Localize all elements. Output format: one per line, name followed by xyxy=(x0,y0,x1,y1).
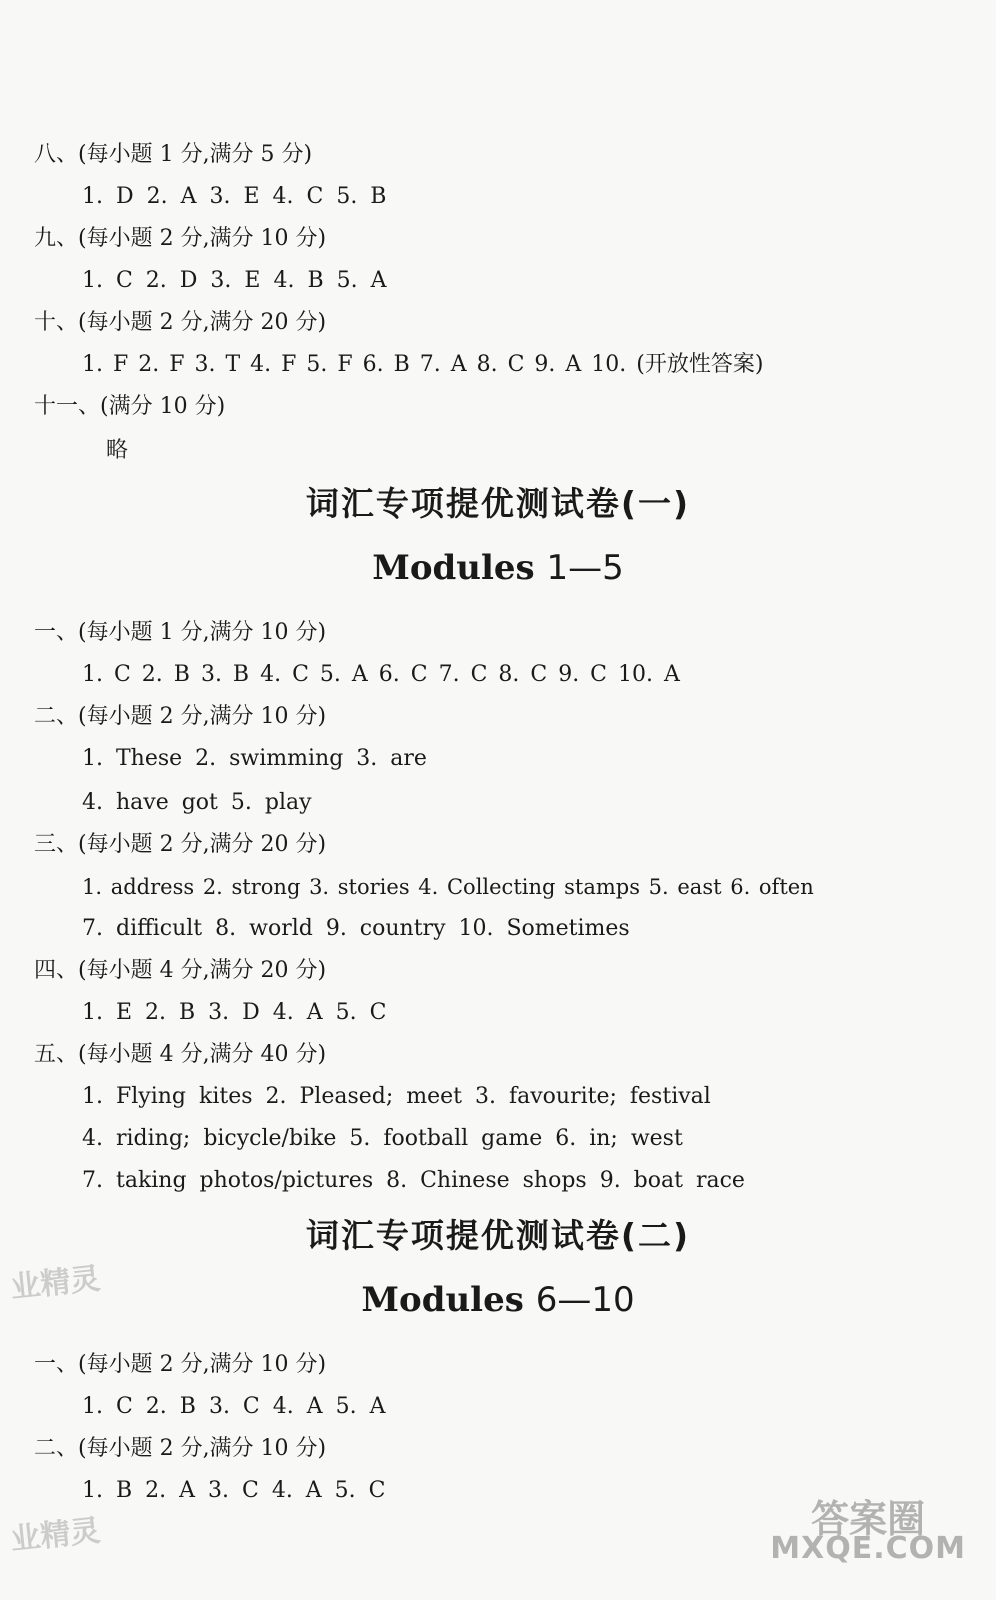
answer-line: 7. taking photos/pictures 8. Chinese shops 9. boat race xyxy=(82,1168,745,1193)
answer-line: 1. D 2. A 3. E 4. C 5. B xyxy=(82,184,387,209)
answer-line: 7. difficult 8. world 9. country 10. Sometimes xyxy=(82,916,630,941)
answer-line: 1. C 2. D 3. E 4. B 5. A xyxy=(82,268,387,293)
modules-range: 6—10 xyxy=(535,1280,635,1320)
modules-word: Modules xyxy=(372,548,535,588)
answer-line: 1. C 2. B 3. C 4. A 5. A xyxy=(82,1394,386,1419)
answer-line: 1. address 2. strong 3. stories 4. Collecting stamps 5. east 6. often xyxy=(82,875,814,899)
watermark-logo xyxy=(770,1497,966,1566)
answer-line: 4. have got 5. play xyxy=(82,790,312,815)
modules-subtitle xyxy=(0,548,996,588)
answer-line: 1. These 2. swimming 3. are xyxy=(82,746,427,771)
answer-line: 1. F 2. F 3. T 4. F 5. F 6. B 7. A 8. C 9. A 10. (开放性答案) xyxy=(82,352,764,377)
watermark-left-top: 业精灵 xyxy=(8,1261,102,1306)
section-heading: 二、(每小题 2 分,满分 10 分) xyxy=(34,704,327,729)
answer-line: 1. B 2. A 3. C 4. A 5. C xyxy=(82,1478,386,1503)
answer-line: 1. E 2. B 3. D 4. A 5. C xyxy=(82,1000,387,1025)
section-heading: 一、(每小题 2 分,满分 10 分) xyxy=(34,1352,327,1377)
modules-word: Modules xyxy=(361,1280,524,1320)
section-heading: 一、(每小题 1 分,满分 10 分) xyxy=(34,620,327,645)
answer-line: 略 xyxy=(106,438,129,463)
section-heading: 八、(每小题 1 分,满分 5 分) xyxy=(34,142,313,167)
section-heading: 四、(每小题 4 分,满分 20 分) xyxy=(34,958,327,983)
answer-line: 1. Flying kites 2. Pleased; meet 3. favourite; festival xyxy=(82,1084,711,1109)
test-title: 词汇专项提优测试卷(二) xyxy=(305,1216,691,1255)
watermark-logo-url: MXQE.COM xyxy=(770,1531,966,1566)
answer-line: 4. riding; bicycle/bike 5. football game 6. in; west xyxy=(82,1126,683,1151)
modules-range: 1—5 xyxy=(546,548,624,588)
section-heading: 五、(每小题 4 分,满分 40 分) xyxy=(34,1042,327,1067)
answer-line: 1. C 2. B 3. B 4. C 5. A 6. C 7. C 8. C 9. C 10. A xyxy=(82,662,680,687)
watermark-logo-text: 答案圈 xyxy=(811,1497,926,1541)
section-heading: 三、(每小题 2 分,满分 20 分) xyxy=(34,832,327,857)
watermark-left-bottom: 业精灵 xyxy=(8,1513,102,1558)
section-heading: 二、(每小题 2 分,满分 10 分) xyxy=(34,1436,327,1461)
section-heading: 十一、(满分 10 分) xyxy=(34,394,226,419)
section-heading: 九、(每小题 2 分,满分 10 分) xyxy=(34,226,327,251)
modules-subtitle xyxy=(0,1280,996,1320)
test-title: 词汇专项提优测试卷(一) xyxy=(305,484,691,523)
section-heading: 十、(每小题 2 分,满分 20 分) xyxy=(34,310,327,335)
